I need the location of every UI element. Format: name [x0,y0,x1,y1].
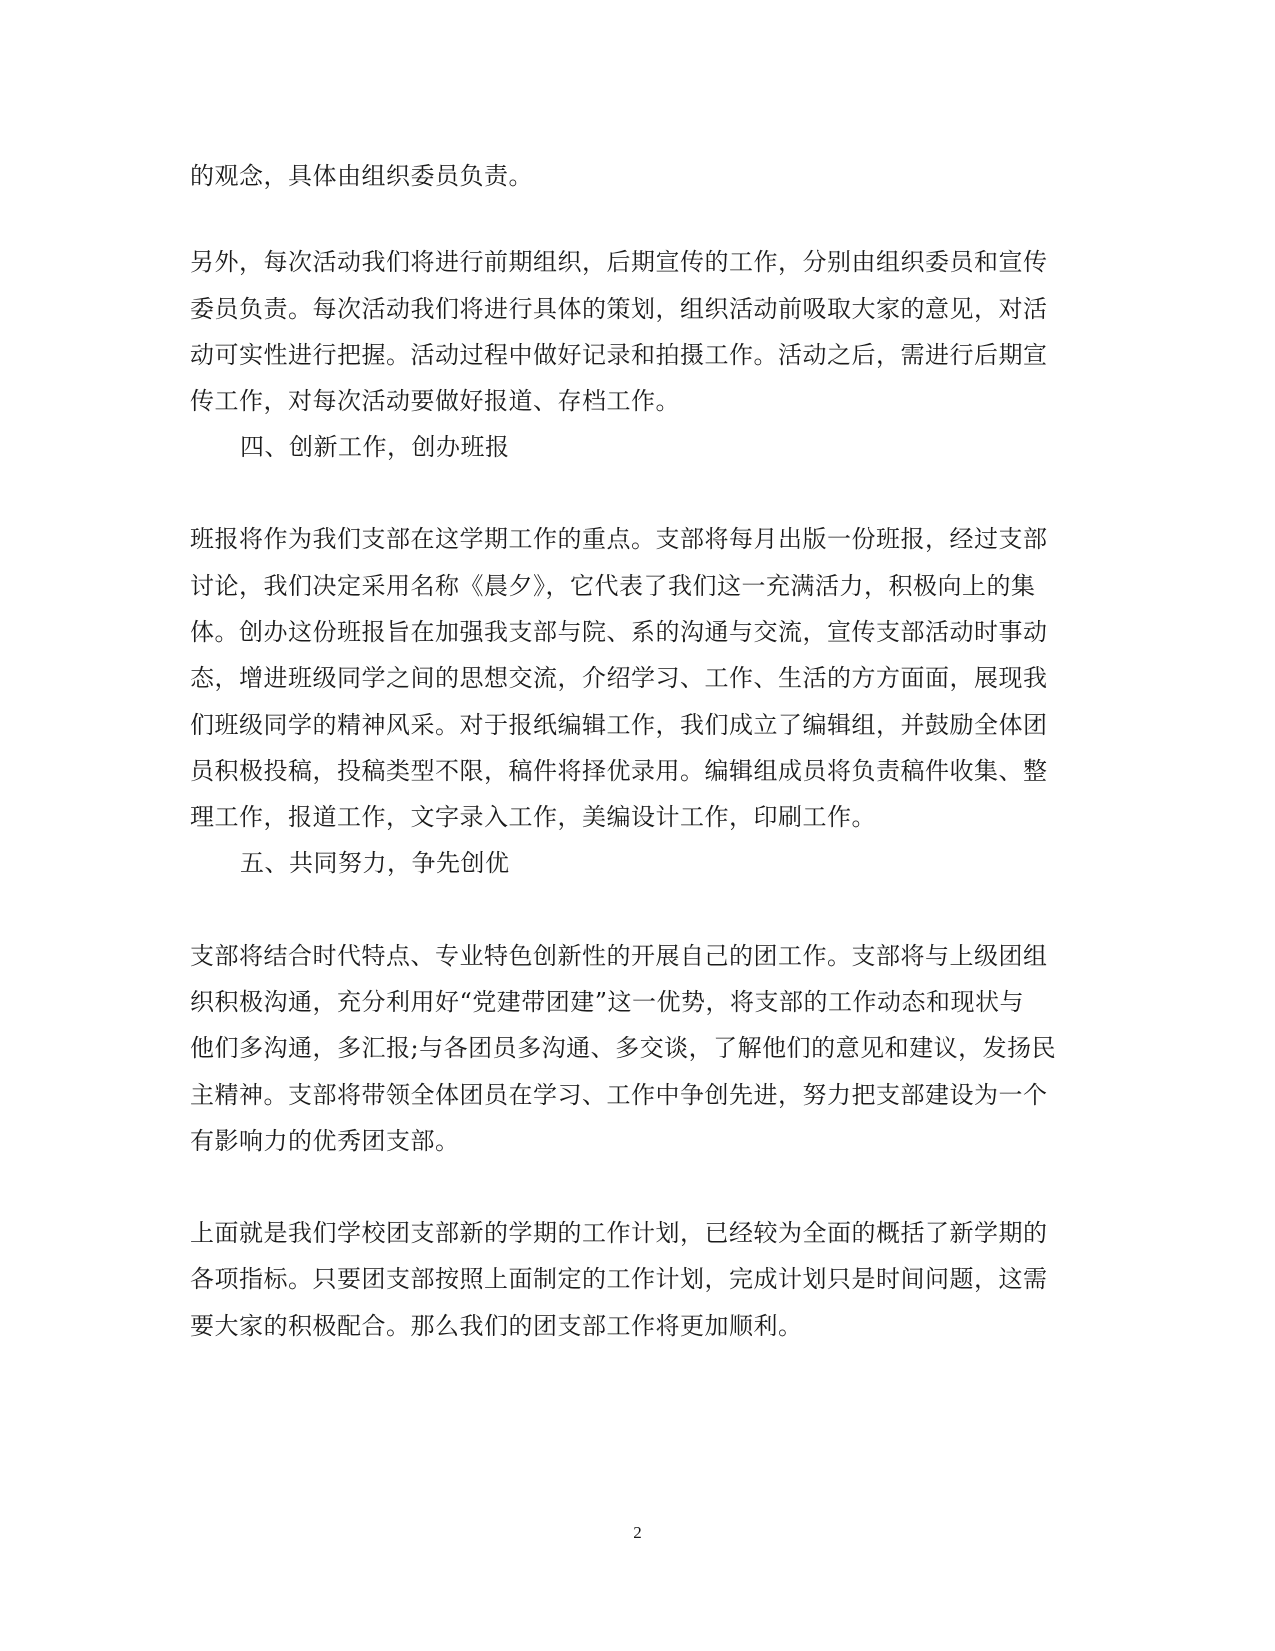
body-text-line: 动可实性进行把握。活动过程中做好记录和拍摄工作。活动之后，需进行后期宣 [190,341,1048,369]
body-text-line: 班报将作为我们支部在这学期工作的重点。支部将每月出版一份班报，经过支部 [190,525,1048,553]
body-text-line: 委员负责。每次活动我们将进行具体的策划，组织活动前吸取大家的意见，对活 [190,295,1048,323]
body-text-line: 要大家的积极配合。那么我们的团支部工作将更加顺利。 [190,1312,803,1340]
body-text-line: 员积极投稿，投稿类型不限，稿件将择优录用。编辑组成员将负责稿件收集、整 [190,757,1048,785]
body-text-line: 他们多沟通，多汇报;与各团员多沟通、多交谈，了解他们的意见和建议，发扬民 [190,1034,1057,1062]
body-text-line: 另外，每次活动我们将进行前期组织，后期宣传的工作，分别由组织委员和宣传 [190,248,1048,276]
body-text-line: 主精神。支部将带领全体团员在学习、工作中争创先进，努力把支部建设为一个 [190,1081,1048,1109]
body-text-line: 各项指标。只要团支部按照上面制定的工作计划，完成计划只是时间问题，这需 [190,1265,1048,1293]
section-heading: 四、创新工作，创办班报 [240,433,510,461]
page-number: 2 [633,1523,642,1542]
body-text-line: 讨论，我们决定采用名称《晨夕》，它代表了我们这一充满活力，积极向上的集 [190,572,1036,600]
body-text-line: 的观念，具体由组织委员负责。 [190,162,533,190]
body-text-line: 态，增进班级同学之间的思想交流，介绍学习、工作、生活的方方面面，展现我 [190,664,1048,692]
section-heading: 五、共同努力，争先创优 [240,849,510,877]
body-text-line: 传工作，对每次活动要做好报道、存档工作。 [190,387,680,415]
body-text-line: 上面就是我们学校团支部新的学期的工作计划，已经较为全面的概括了新学期的 [190,1219,1048,1247]
body-text-line: 支部将结合时代特点、专业特色创新性的开展自己的团工作。支部将与上级团组 [190,942,1048,970]
body-text-line: 织积极沟通，充分利用好“党建带团建”这一优势，将支部的工作动态和现状与 [190,988,1025,1016]
body-text-line: 们班级同学的精神风采。对于报纸编辑工作，我们成立了编辑组，并鼓励全体团 [190,711,1048,739]
body-text-line: 理工作，报道工作，文字录入工作，美编设计工作，印刷工作。 [190,803,876,831]
body-text-line: 有影响力的优秀团支部。 [190,1127,460,1155]
body-text-line: 体。创办这份班报旨在加强我支部与院、系的沟通与交流，宣传支部活动时事动 [190,618,1048,646]
